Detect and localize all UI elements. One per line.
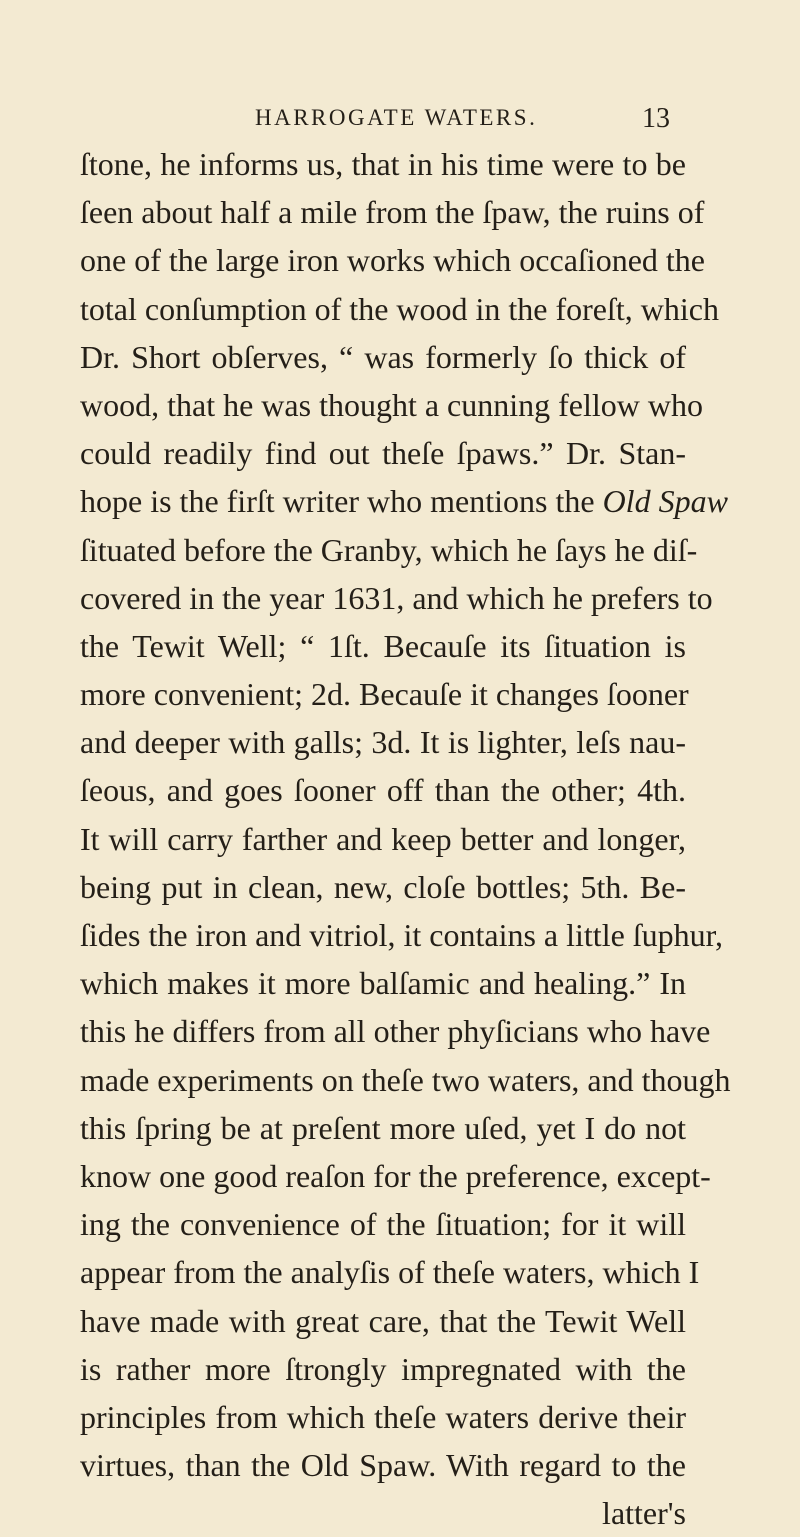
- text-line: this he differs from all other phyſicians who have: [80, 1013, 711, 1050]
- running-head: HARROGATE WATERS.: [255, 105, 538, 130]
- text-line: and deeper with galls; 3d. It is lighter, leſs nau-: [80, 724, 686, 761]
- text-line: total conſumption of the wood in the foreſt, which: [80, 290, 719, 327]
- body-text: [80, 140, 731, 1537]
- text-span: hope is the firſt writer who mentions the: [80, 483, 603, 520]
- page-number: 13: [642, 103, 670, 134]
- text-line: which makes it more balſamic and healing.” In: [80, 965, 686, 1002]
- text-line: one of the large iron works which occaſioned the: [80, 242, 705, 279]
- page-header: [0, 103, 800, 143]
- text-line: know one good reaſon for the preference, except-: [80, 1157, 711, 1194]
- text-line: ſides the iron and vitriol, it contains a little ſuphur,: [80, 917, 724, 953]
- text-line: have made with great care, that the Tewit Well: [80, 1302, 686, 1339]
- catchword: latter's: [602, 1495, 686, 1532]
- text-line: being put in clean, new, cloſe bottles; 5th. Be-: [80, 868, 686, 905]
- text-line: appear from the analyſis of theſe waters, which I: [80, 1254, 700, 1291]
- text-line: ing the convenience of the ſituation; for it will: [80, 1206, 686, 1243]
- text-line: the Tewit Well; “ 1ſt. Becauſe its ſituation is: [80, 627, 686, 664]
- italic-title: Old Spaw: [602, 483, 728, 520]
- text-line: ſeous, and goes ſooner off than the other; 4th.: [80, 772, 686, 809]
- text-line: [80, 477, 728, 525]
- text-line: ſeen about half a mile from the ſpaw, the ruins of: [80, 194, 705, 231]
- text-line: Dr. Short obſerves, “ was formerly ſo thick of: [80, 338, 686, 375]
- text-line: wood, that he was thought a cunning fellow who: [80, 386, 703, 423]
- text-line: could readily find out theſe ſpaws.” Dr. Stan-: [80, 435, 686, 472]
- text-line: It will carry farther and keep better and longer,: [80, 820, 686, 857]
- text-line: covered in the year 1631, and which he prefers to: [80, 579, 713, 616]
- text-line: this ſpring be at preſent more uſed, yet I do not: [80, 1109, 686, 1146]
- text-line: made experiments on theſe two waters, and though: [80, 1061, 731, 1098]
- text-line: virtues, than the Old Spaw. With regard to the: [80, 1447, 686, 1484]
- text-line: ſituated before the Granby, which he ſays he diſ-: [80, 531, 698, 568]
- text-line: principles from which theſe waters derive their: [80, 1398, 686, 1435]
- text-line: more convenient; 2d. Becauſe it changes ſooner: [80, 676, 689, 713]
- text-line: ſtone, he informs us, that in his time were to be: [80, 146, 686, 182]
- text-line: is rather more ſtrongly impregnated with the: [80, 1350, 686, 1387]
